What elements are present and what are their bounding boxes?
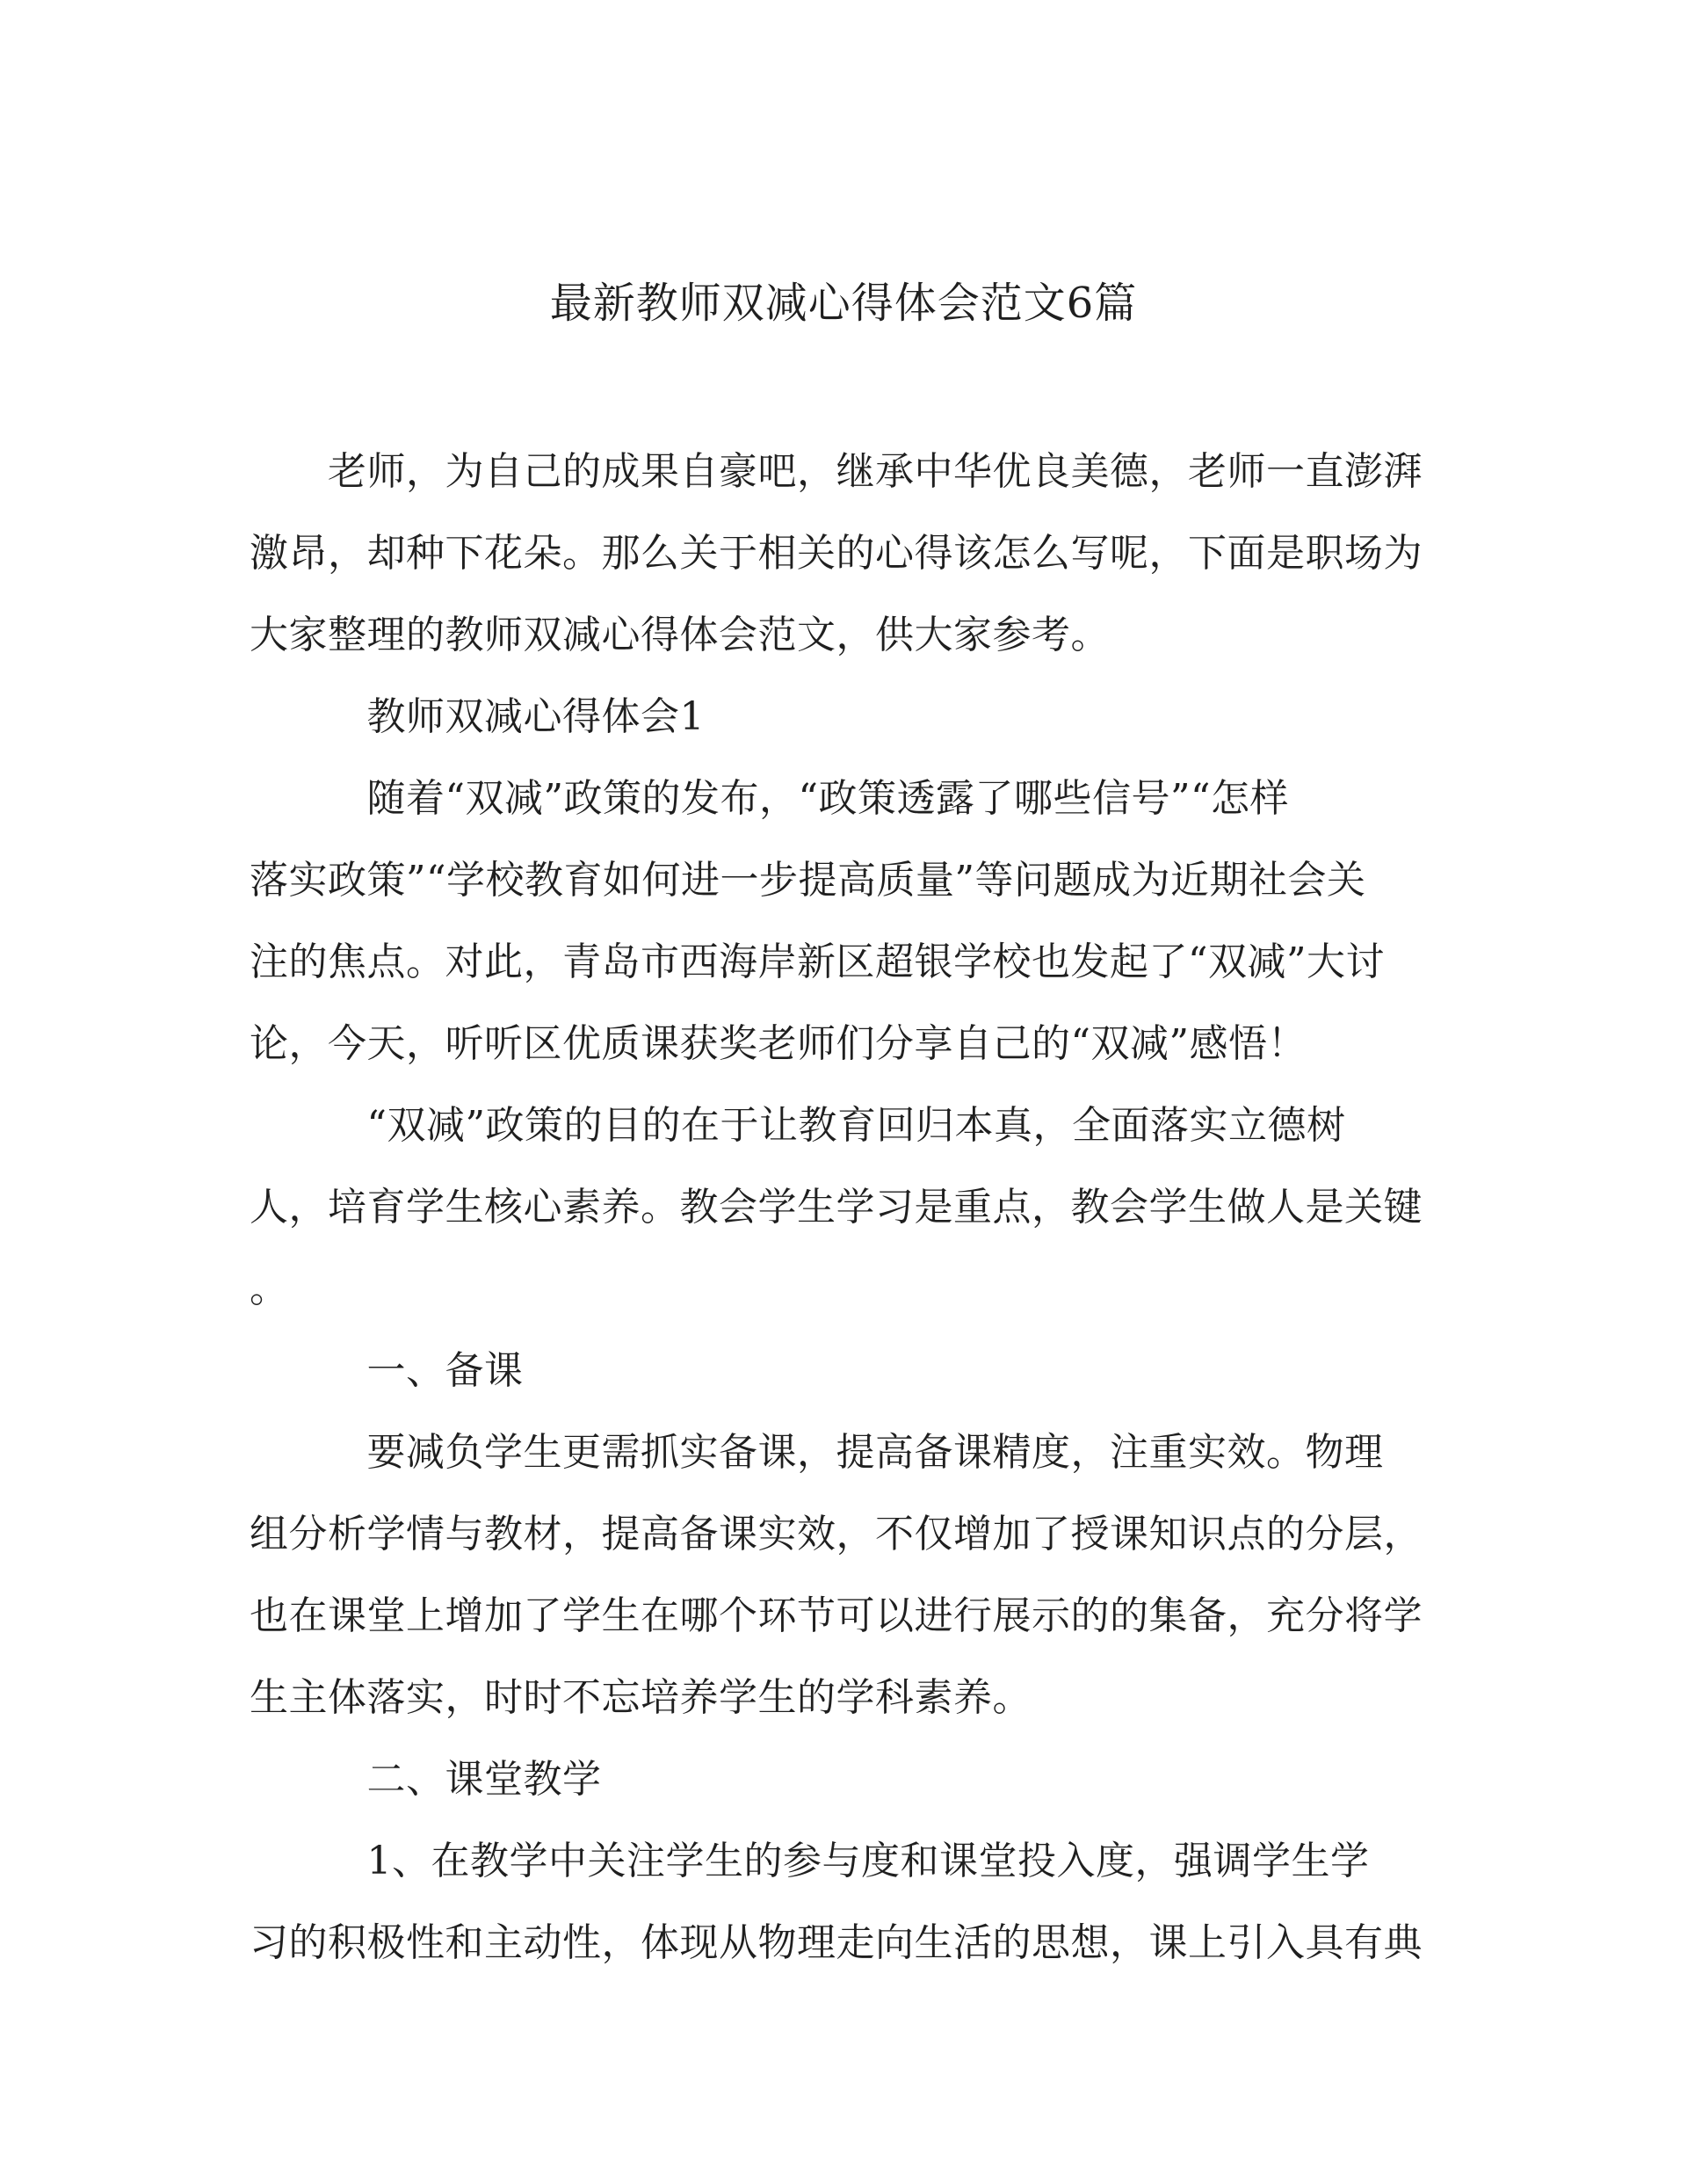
document-title: 最新教师双减心得体会范文6篇 [549,279,1138,328]
body-line: 大家整理的教师双减心得体会范文，供大家参考。 [250,613,1110,657]
body-line: 老师，为自己的成果自豪吧，继承中华优良美德，老师一直澎湃 [250,449,1423,494]
body-line: 激昂，却种下花朵。那么关于相关的心得该怎么写呢，下面是职场为 [250,531,1423,576]
body-line: 也在课堂上增加了学生在哪个环节可以进行展示的的集备，充分将学 [250,1593,1423,1638]
body-line: 随着“双减”政策的发布，“政策透露了哪些信号”“怎样 [250,776,1289,821]
body-line: 人，培育学生核心素养。教会学生学习是重点，教会学生做人是关键 [250,1185,1423,1230]
body-line: 生主体落实，时时不忘培养学生的学科素养。 [250,1675,1032,1720]
body-line: 1、在教学中关注学生的参与度和课堂投入度，强调学生学 [250,1839,1370,1883]
body-line: 。 [250,1266,289,1311]
body-line: 习的积极性和主动性，体现从物理走向生活的思想，课上引入具有典 [250,1920,1423,1965]
body-line: 注的焦点。对此，青岛市西海岸新区超银学校也发起了“双减”大讨 [250,940,1385,984]
section-heading: 二、课堂教学 [250,1757,602,1802]
body-line: 组分析学情与教材，提高备课实效，不仅增加了授课知识点的分层， [250,1512,1423,1556]
section-heading: 教师双减心得体会1 [250,694,705,739]
body-line: 要减负学生更需抓实备课，提高备课精度，注重实效。物理 [250,1430,1384,1475]
body-line: 落实政策”“学校教育如何进一步提高质量”等问题成为近期社会关 [250,858,1366,903]
section-heading: 一、备课 [250,1348,524,1393]
body-line: “双减”政策的目的在于让教育回归本真，全面落实立德树 [250,1103,1346,1148]
body-line: 论，今天，听听区优质课获奖老师们分享自己的“双减”感悟！ [250,1021,1307,1066]
document-body [250,431,1444,1984]
